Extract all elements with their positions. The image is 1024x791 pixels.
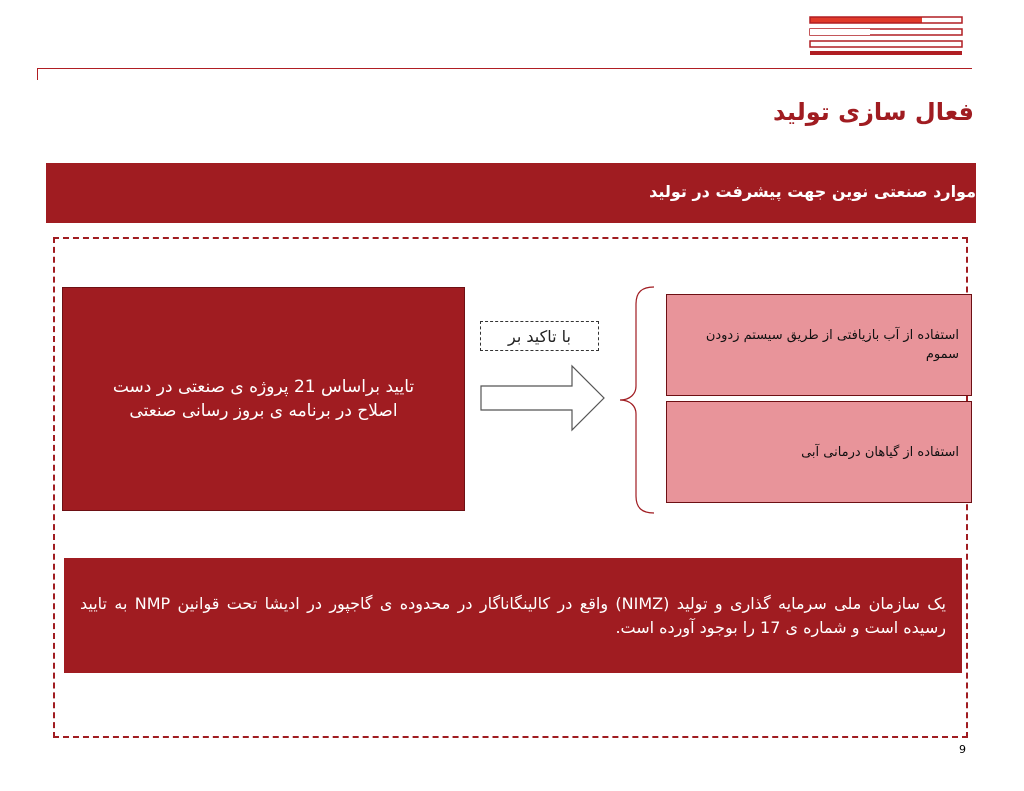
list-item [666, 294, 972, 396]
right-arrow-icon [480, 364, 606, 432]
left-brace-icon [618, 286, 658, 514]
nimz-info-box [64, 558, 962, 673]
header-divider [37, 68, 972, 69]
page-number: 9 [959, 743, 966, 756]
list-item-text: استفاده از گیاهان درمانی آبی [801, 444, 959, 460]
emphasis-label: با تاکید بر [508, 326, 571, 346]
banner-text: موارد صنعتی نوین جهت پیشرفت در تولید [649, 182, 976, 201]
nimz-info-text: یک سازمان ملی سرمایه گذاری و تولید (NIMZ) واقع در کالینگاناگار در محدوده ی گاجپور در ادیشا تحت قوانین NMP به تایید رسیده است و شماره ی 17 را بوجود آورده است. [80, 593, 947, 637]
stacked-lines-logo [808, 14, 964, 56]
emphasis-label-box [480, 321, 599, 351]
header-divider-tick [37, 68, 38, 80]
approval-box [62, 287, 465, 511]
section-banner [46, 163, 976, 223]
approval-text: تایید براساس 21 پروژه ی صنعتی در دست اصلاح در برنامه ی بروز رسانی صنعتی [112, 377, 415, 421]
list-item-text: استفاده از آب بازیافتی از طریق سیستم زدودن سموم [705, 328, 959, 362]
page-title: فعال سازی تولید [773, 98, 974, 126]
list-item [666, 401, 972, 503]
